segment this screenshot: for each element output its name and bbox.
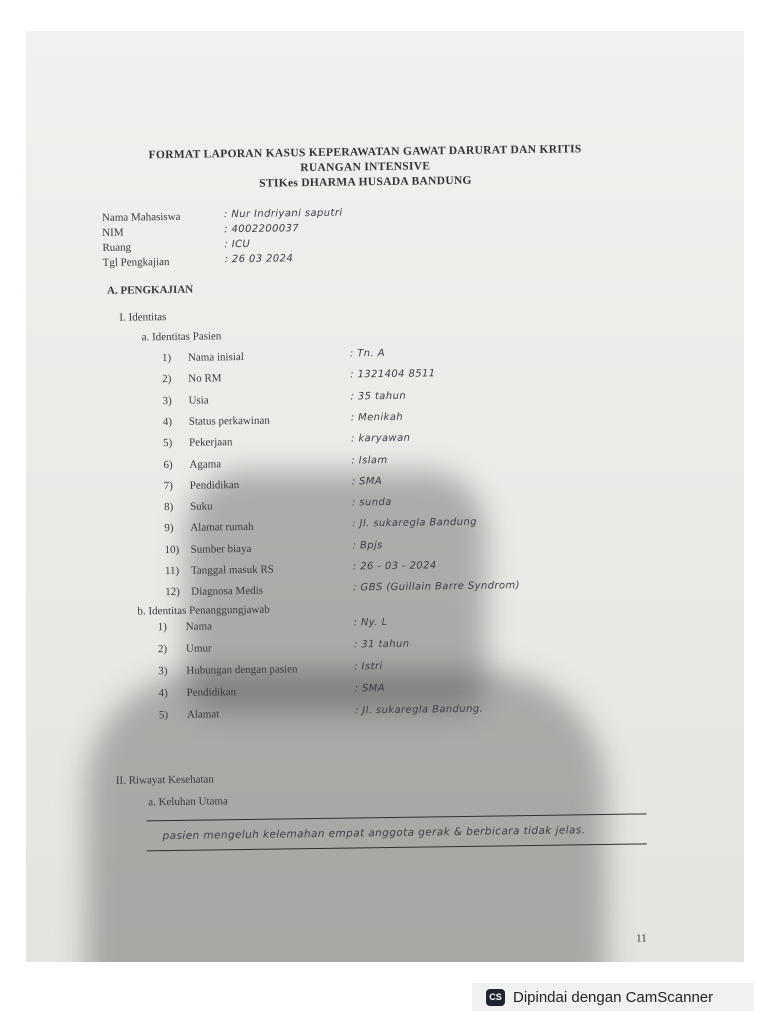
field-value: : Bpjs [352,539,383,552]
field-label: Hubungan dengan pasien [186,663,298,677]
field-value: : SMA [351,475,383,488]
field-label: Pekerjaan [189,436,233,449]
pasien-heading: a. Identitas Pasien [141,330,222,344]
field-label: Nama [185,620,213,633]
field-label: Pendidikan [189,478,240,492]
keluhan-text: pasien mengeluh kelemahan empat anggota gerak & berbicara tidak jelas. [162,824,586,843]
field-value: : 35 tahun [350,390,407,403]
row-number: 3) [162,394,172,407]
field-label: Tanggal masuk RS [190,563,274,577]
field-value: : GBS (Guillain Barre Syndrom) [353,580,521,594]
camscanner-footer [472,983,754,1011]
field-label: Diagnosa Medis [191,585,264,599]
row-number: 2) [162,373,172,386]
field-value: : Nur Indriyani saputri [223,207,343,221]
answer-line-top [146,813,646,821]
field-label: Sumber biaya [190,542,252,556]
row-number: 4) [158,687,168,700]
field-label: Alamat rumah [190,521,254,535]
row-number: 3) [158,665,168,678]
field-label: Agama [189,457,222,471]
row-number: 7) [163,479,173,492]
camscanner-label: Dipindai dengan CamScanner [513,988,714,1006]
field-value: : Islam [351,454,388,466]
field-value: : 1321404 8511 [350,368,436,381]
field-label: Tgl Pengkajian [102,256,170,269]
row-number: 2) [157,643,168,656]
field-label: Status perkawinan [188,414,270,428]
row-number: 9) [164,522,174,535]
field-value: : 4002200037 [224,223,300,236]
field-value: : SMA [354,683,386,695]
identitas-heading: I. Identitas [119,311,167,324]
field-value: : Jl. sukaregla Bandung [352,517,478,530]
pj-heading: b. Identitas Penanggungjawab [137,603,270,618]
field-label: NIM [102,226,124,239]
row-number: 1) [157,621,167,634]
row-number: 5) [163,437,173,450]
scanned-page [26,31,744,962]
page-number: 11 [636,932,647,945]
field-value: : sunda [351,497,392,509]
row-number: 8) [163,501,174,514]
field-value: : ICU [224,238,251,251]
page-content [26,31,744,962]
row-number: 12) [165,586,180,599]
field-value: : 26 - 03 - 2024 [352,560,437,573]
field-value: : Istri [354,661,383,673]
field-value: : 26 03 2024 [224,253,294,266]
field-label: Pendidikan [186,686,237,699]
answer-line-bottom [147,843,647,851]
report-title-line2: RUANGAN INTENSIVE [300,160,431,175]
report-title-line1: FORMAT LAPORAN KASUS KEPERAWATAN GAWAT DARURAT DAN KRITIS [148,143,582,162]
field-label: Umur [185,642,212,655]
field-value: : Menikah [350,411,404,424]
camscanner-logo-icon: CS [486,989,505,1006]
row-number: 1) [161,352,172,365]
field-label: Suku [189,500,213,513]
field-label: Usia [188,394,209,407]
field-label: Nama Mahasiswa [101,210,181,224]
field-value: : karyawan [351,432,411,445]
field-value: : 31 tahun [353,638,410,651]
row-number: 11) [164,564,180,578]
field-value: : Tn. A [349,348,385,360]
row-number: 4) [162,415,173,429]
field-value: : Jl. sukaregla Bandung. [354,703,484,717]
section-a-heading: A. PENGKAJIAN [106,283,194,297]
field-label: No RM [188,372,222,386]
keluhan-heading: a. Keluhan Utama [148,795,228,809]
row-number: 6) [163,458,173,471]
field-label: Alamat [186,708,220,721]
field-value: : Ny. L [353,617,388,629]
row-number: 10) [164,543,180,556]
row-number: 5) [158,709,169,722]
riwayat-heading: II. Riwayat Kesehatan [115,773,214,787]
field-label: Nama inisial [187,350,244,364]
field-label: Ruang [102,241,132,254]
report-title-line3: STIKes DHARMA HUSADA BANDUNG [259,174,472,190]
